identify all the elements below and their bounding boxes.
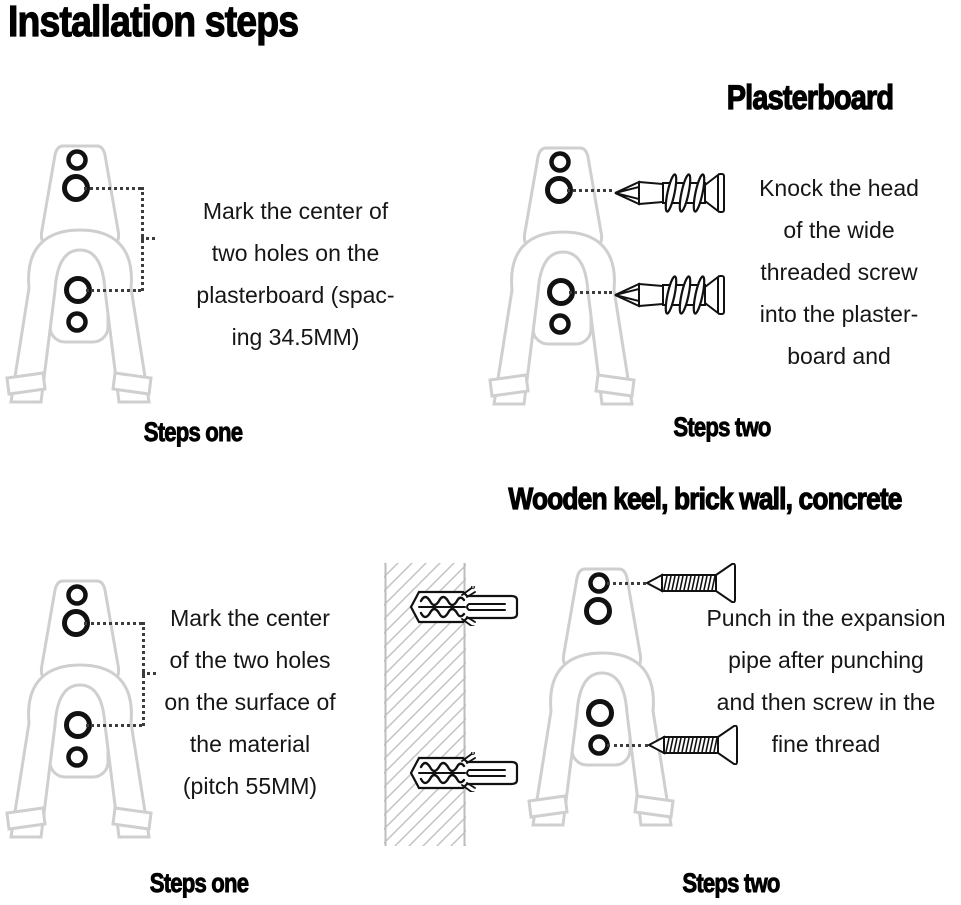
- wide-thread-screw-icon: [613, 170, 731, 216]
- screw-callout-line-icon: [607, 744, 648, 747]
- instruction-text-plasterboard-step-one: [158, 190, 433, 358]
- screw-callout-line-icon: [567, 189, 612, 192]
- heading-plasterboard: Plasterboard: [726, 79, 894, 117]
- spacing-callout-line-icon: [84, 622, 142, 625]
- step-label-plasterboard-two: Steps two: [673, 412, 771, 442]
- instruction-line: of the wide: [783, 217, 895, 243]
- instruction-line: Mark the center: [170, 605, 330, 631]
- instruction-line: the material: [189, 731, 311, 757]
- instruction-line: pipe after punching: [728, 647, 924, 673]
- step-label-solid-one: Steps one: [149, 868, 249, 898]
- expansion-pipe-icon: [407, 752, 520, 792]
- bracket-diagram-icon: [5, 573, 155, 843]
- expansion-pipe-icon: [407, 586, 520, 626]
- screw-callout-line-icon: [569, 291, 612, 294]
- instruction-line: (pitch 55MM): [182, 773, 318, 799]
- instruction-line: into the plaster-: [759, 301, 919, 327]
- heading-solid-wall: Wooden keel, brick wall, concrete: [508, 481, 902, 516]
- instruction-line: plasterboard (spac-: [196, 282, 395, 308]
- instruction-line: Mark the center of: [202, 198, 389, 224]
- instruction-line: two holes on the: [211, 240, 380, 266]
- spacing-callout-tick-icon: [141, 237, 155, 240]
- instruction-line: Punch in the expansion: [706, 605, 946, 631]
- instruction-text-solid-step-one: [138, 597, 362, 807]
- instruction-line: of the two holes: [169, 647, 331, 673]
- instruction-line: ing 34.5MM): [231, 324, 360, 350]
- instruction-text-plasterboard-step-two: [725, 167, 953, 377]
- instruction-line: Knock the head: [759, 175, 919, 201]
- spacing-callout-line-icon: [86, 289, 141, 292]
- spacing-callout-line-icon: [86, 724, 142, 727]
- instruction-line: on the surface of: [164, 689, 336, 715]
- page-title: Installation steps: [8, 0, 299, 46]
- instruction-text-solid-step-two: [692, 597, 960, 765]
- step-label-solid-two: Steps two: [682, 868, 780, 898]
- step-label-plasterboard-one: Steps one: [143, 417, 243, 447]
- spacing-callout-line-icon: [84, 187, 141, 190]
- instruction-line: board and: [787, 343, 891, 369]
- instruction-line: and then screw in the: [716, 689, 936, 715]
- instruction-line: threaded screw: [760, 259, 918, 285]
- instruction-line: fine thread: [771, 731, 881, 757]
- bracket-diagram-icon: [5, 138, 155, 408]
- screw-callout-line-icon: [607, 582, 646, 585]
- wide-thread-screw-icon: [613, 272, 731, 318]
